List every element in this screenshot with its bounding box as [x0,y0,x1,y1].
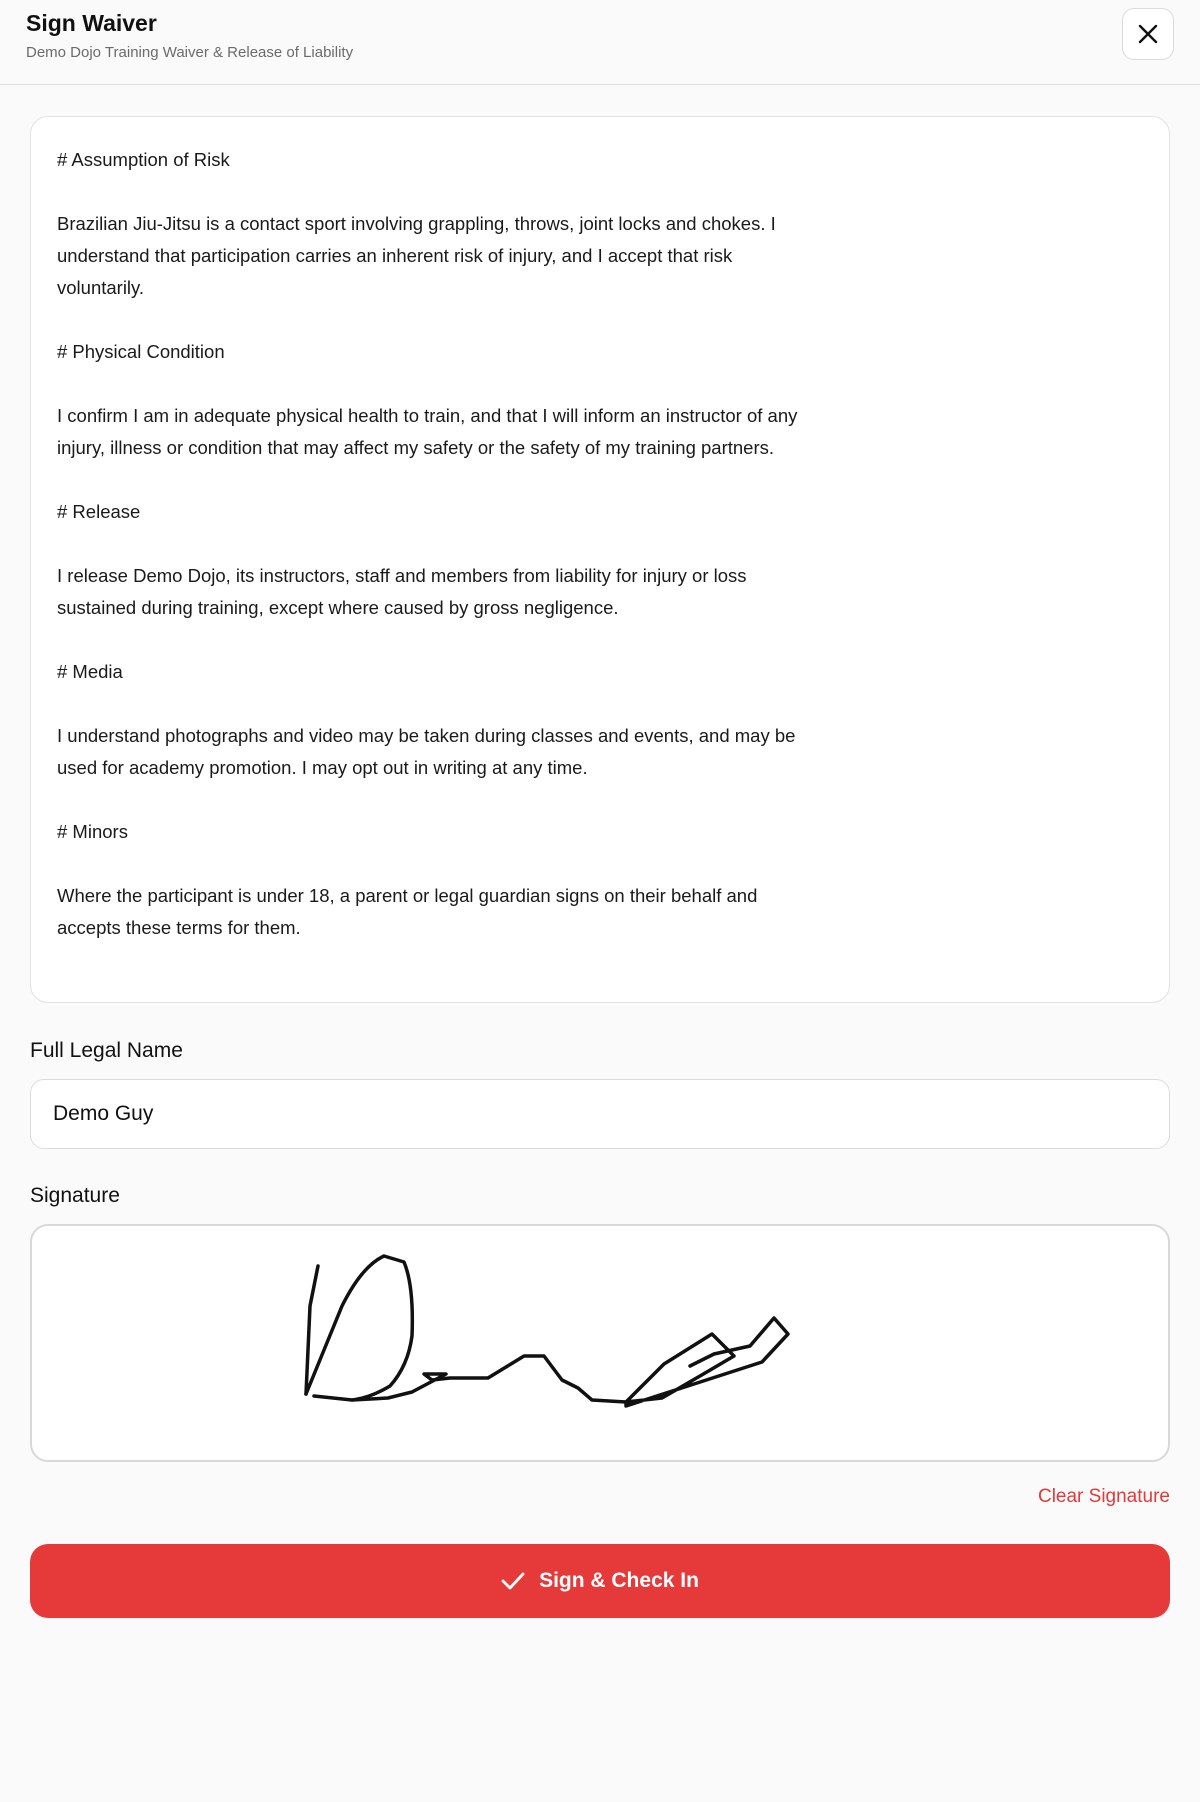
waiver-section-assumption [57,144,817,304]
waiver-section-release [57,496,817,624]
waiver-section-physical [57,336,817,464]
waiver-heading: # Assumption of Risk [57,149,230,170]
waiver-section-media [57,656,817,784]
waiver-heading: # Media [57,661,123,682]
sign-and-check-in-button[interactable] [30,1544,1170,1618]
submit-label: Sign & Check In [539,1569,699,1592]
waiver-paragraph: Where the participant is under 18, a parent or legal guardian signs on their behalf and accepts these terms for them. [57,885,758,938]
waiver-paragraph: I understand photographs and video may be taken during classes and events, and may be used for academy promotion. I may opt out in writing at any time. [57,725,796,778]
close-icon [1137,23,1159,45]
check-icon [501,1571,525,1591]
waiver-section-minors [57,816,817,944]
signature-pad[interactable] [30,1224,1170,1462]
waiver-paragraph: I release Demo Dojo, its instructors, staff and members from liability for injury or loss sustained during training, except where caused by gross negligence. [57,565,747,618]
waiver-text-card[interactable] [30,116,1170,1003]
page-subtitle: Demo Dojo Training Waiver & Release of Liability [26,44,354,61]
waiver-heading: # Physical Condition [57,341,225,362]
name-input[interactable] [30,1079,1170,1149]
close-button[interactable] [1122,8,1174,60]
header [0,0,1200,85]
signature-drawing [32,1226,1168,1460]
waiver-heading: # Minors [57,821,128,842]
waiver-heading: # Release [57,501,141,522]
clear-signature-button[interactable]: Clear Signature [1037,1486,1170,1507]
page-title: Sign Waiver [26,10,157,36]
waiver-paragraph: Brazilian Jiu-Jitsu is a contact sport involving grappling, throws, joint locks and chokes. I understand that participation carries an inherent risk of injury, and I accept that risk voluntarily. [57,213,776,298]
waiver-paragraph: I confirm I am in adequate physical health to train, and that I will inform an instructor of any injury, illness or condition that may affect my safety or the safety of my training partners. [57,405,798,458]
signature-label: Signature [30,1184,120,1207]
name-label: Full Legal Name [30,1039,183,1062]
